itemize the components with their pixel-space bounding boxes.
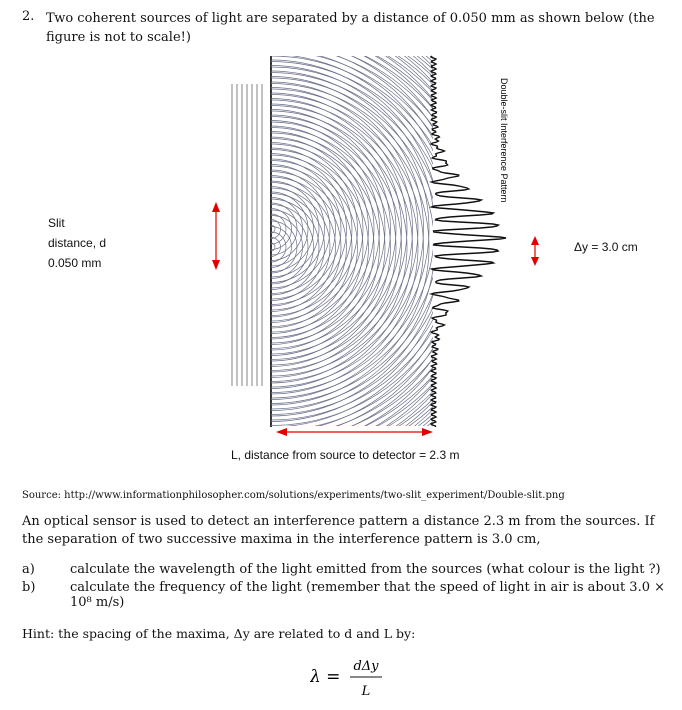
problem-paragraph: An optical sensor is used to detect an interference pattern a distance 2.3 m from the sources. If the separation of two successive maxima in the interference pattern is 3.0 cm, — [22, 514, 655, 547]
part-b-letter: b) — [22, 580, 36, 595]
pattern-label: Double-slit Interference Pattern — [499, 78, 509, 203]
question-number: 2. — [22, 9, 35, 24]
plane-wavefronts — [232, 84, 262, 386]
formula-denominator: L — [361, 684, 371, 699]
distance-L-arrow — [276, 428, 433, 436]
part-a-letter: a) — [22, 562, 35, 577]
wavelength-formula — [310, 655, 410, 705]
source-citation: Source: http://www.informationphilosopher.com/solutions/experiments/two-slit_experiment/Double-slit.png — [22, 490, 565, 501]
part-b-text: calculate the frequency of the light (remember that the speed of light in air is about 3.0 × 10⁸ m/s) — [70, 580, 666, 610]
intensity-curve — [431, 56, 506, 427]
formula-lhs: λ = — [310, 667, 341, 687]
L-label: L, distance from source to detector = 2.3 m — [231, 448, 460, 462]
dy-label: Δy = 3.0 cm — [574, 240, 638, 254]
part-a-text: calculate the wavelength of the light emitted from the sources (what colour is the light ?) — [70, 562, 661, 577]
hint-text: Hint: the spacing of the maxima, Δy are related to d and L by: — [22, 626, 416, 641]
fringe-spacing-arrow — [531, 236, 539, 266]
formula-numerator: dΔy — [353, 659, 379, 674]
slit-label-1: Slit — [48, 216, 65, 230]
slit-distance-arrow — [212, 202, 220, 270]
question-text: Two coherent sources of light are separated by a distance of 0.050 mm as shown below (the figure is not to scale!) — [46, 11, 655, 45]
slit-label-2: distance, d — [48, 236, 107, 250]
slit-label-3: 0.050 mm — [48, 256, 102, 270]
